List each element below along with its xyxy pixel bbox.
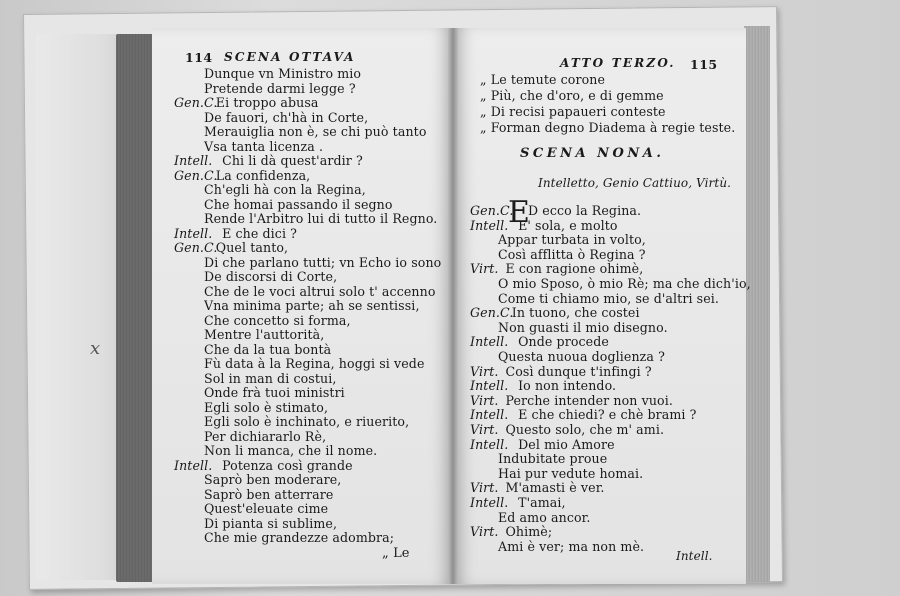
line-text: Merauiglia non è, se chi può tanto xyxy=(204,124,427,139)
line-text: Che de le voci altrui solo t' accenno xyxy=(204,283,436,299)
speaker-label: Gen.C. xyxy=(470,203,514,218)
line-text: O mio Sposo, ò mio Rè; ma che dich'io, xyxy=(498,276,751,291)
line-text: Non li manca, che il nome. xyxy=(204,443,378,458)
line-text: Saprò ben atterrare xyxy=(204,486,334,502)
line-text: Come ti chiamo mio, se d'altri sei. xyxy=(498,290,720,306)
opening-line: „ Di recisi papaueri conteste xyxy=(480,104,666,119)
right-catchword: Intell. xyxy=(676,549,713,563)
line-text: Ei troppo abusa xyxy=(215,95,319,110)
drop-cap: E xyxy=(508,195,530,230)
line-text: In tuono, che costei xyxy=(511,305,640,321)
line-text: De discorsi di Corte, xyxy=(204,269,338,284)
speaker-label: Intell. xyxy=(470,217,509,233)
line-text: Ami è ver; ma non mè. xyxy=(498,538,645,554)
scene-title: SCENA NONA. xyxy=(520,146,665,161)
line-text: E con ragione ohimè, xyxy=(505,261,644,277)
speaker-label: Virt. xyxy=(470,422,499,437)
line-text: Per dichiararlo Rè, xyxy=(204,428,327,444)
line-text: Appar turbata in volto, xyxy=(498,232,646,248)
line-text: Onde frà tuoi ministri xyxy=(204,385,345,400)
speaker-label: Virt. xyxy=(470,261,499,277)
scene-characters: Intelletto, Genio Cattiuo, Virtù. xyxy=(538,176,732,190)
page-edges-right xyxy=(744,26,770,582)
line-text: Del mio Amore xyxy=(518,436,615,452)
line-text: Che da la tua bontà xyxy=(204,341,332,357)
left-catchword: „ Le xyxy=(382,546,410,561)
speaker-label: Virt. xyxy=(470,392,499,408)
speaker-label: Intell. xyxy=(174,225,213,241)
speaker-label: Gen.C. xyxy=(470,305,514,321)
line-text: La confidenza, xyxy=(215,167,311,183)
speaker-label: Intell. xyxy=(470,495,509,510)
line-text: Di che parlano tutti; vn Echo io sono xyxy=(204,254,442,270)
line-text: Quel tanto, xyxy=(215,240,289,255)
line-text: Di pianta si sublime, xyxy=(204,515,338,531)
right-page-number: 115 xyxy=(690,57,718,72)
line-text: Così dunque t'infingi ? xyxy=(505,363,652,379)
line-text: Sol in man di costui, xyxy=(204,370,337,386)
left-running-head: SCENA OTTAVA xyxy=(224,50,356,64)
line-text: Onde procede xyxy=(518,334,609,350)
line-text: Che homai passando il segno xyxy=(204,196,393,212)
speaker-label: Virt. xyxy=(470,480,499,496)
line-text: Non guasti il mio disegno. xyxy=(498,319,668,335)
line-text: Egli solo è inchinato, e riuerito, xyxy=(204,414,410,429)
speaker-label: Intell. xyxy=(174,457,213,473)
line-text: E che dici ? xyxy=(222,225,298,241)
line-text: Dunque vn Ministro mio xyxy=(204,66,362,81)
line-text: Che concetto si forma, xyxy=(204,312,351,328)
line-text: Potenza così grande xyxy=(222,457,353,473)
speaker-label: Intell. xyxy=(470,378,509,394)
line-text: Vna minima parte; ah se sentissi, xyxy=(204,298,420,313)
speaker-label: Intell. xyxy=(470,407,509,423)
line-text: Saprò ben moderare, xyxy=(204,472,342,487)
line-text: Perche intender non vuoi. xyxy=(505,392,673,408)
line-text: Ohimè; xyxy=(505,524,553,540)
line-text: E che chiedi? e chè brami ? xyxy=(518,407,697,423)
speaker-label: Intell. xyxy=(174,153,213,168)
line-text: Che mie grandezze adombra; xyxy=(204,530,395,545)
speaker-label: Virt. xyxy=(470,524,499,540)
line-text: Fù data à la Regina, hoggi si vede xyxy=(204,356,425,371)
line-text: Mentre l'auttorità, xyxy=(204,327,325,342)
line-text: Io non intendo. xyxy=(518,378,617,394)
line-text: Ch'egli hà con la Regina, xyxy=(204,182,366,197)
line-text: Vsa tanta licenza . xyxy=(204,138,324,154)
left-page-number: 114 xyxy=(185,50,213,65)
line-text: Chi li dà quest'ardir ? xyxy=(222,153,363,168)
book-gutter xyxy=(448,28,458,584)
line-text: E' sola, e molto xyxy=(518,217,618,233)
line-text: Questa nuoua doglienza ? xyxy=(498,349,665,364)
line-text: Rende l'Arbitro lui di tutto il Regno. xyxy=(204,211,438,226)
line-text: D ecco la Regina. xyxy=(528,203,642,218)
page-edges-left xyxy=(116,34,156,582)
speaker-label: Gen.C. xyxy=(174,240,218,255)
speaker-label: Intell. xyxy=(470,334,509,350)
line-text: Così afflitta ò Regina ? xyxy=(498,246,646,262)
line-text: M'amasti è ver. xyxy=(505,480,605,496)
line-text: Pretende darmi legge ? xyxy=(204,80,356,96)
line-text: Ed amo ancor. xyxy=(498,509,591,525)
line-text: Hai pur vedute homai. xyxy=(498,465,644,481)
line-text: Questo solo, che m' ami. xyxy=(505,422,665,437)
opening-line: „ Le temute corone xyxy=(480,72,606,87)
speaker-label: Gen.C. xyxy=(174,167,218,183)
speaker-label: Virt. xyxy=(470,363,499,379)
line-text: Indubitate proue xyxy=(498,451,608,467)
right-running-head: ATTO TERZO. xyxy=(560,56,676,70)
opening-line: „ Più, che d'oro, e di gemme xyxy=(480,88,664,103)
speaker-label: Gen.C. xyxy=(174,95,218,110)
flyleaf-mark: x xyxy=(90,338,101,359)
line-text: T'amai, xyxy=(518,495,566,510)
line-text: De fauori, ch'hà in Corte, xyxy=(204,109,369,125)
opening-line: „ Forman degno Diadema à regie teste. xyxy=(480,120,736,135)
line-text: Quest'eleuate cime xyxy=(204,501,329,516)
speaker-label: Intell. xyxy=(470,436,509,452)
line-text: Egli solo è stimato, xyxy=(204,399,329,415)
